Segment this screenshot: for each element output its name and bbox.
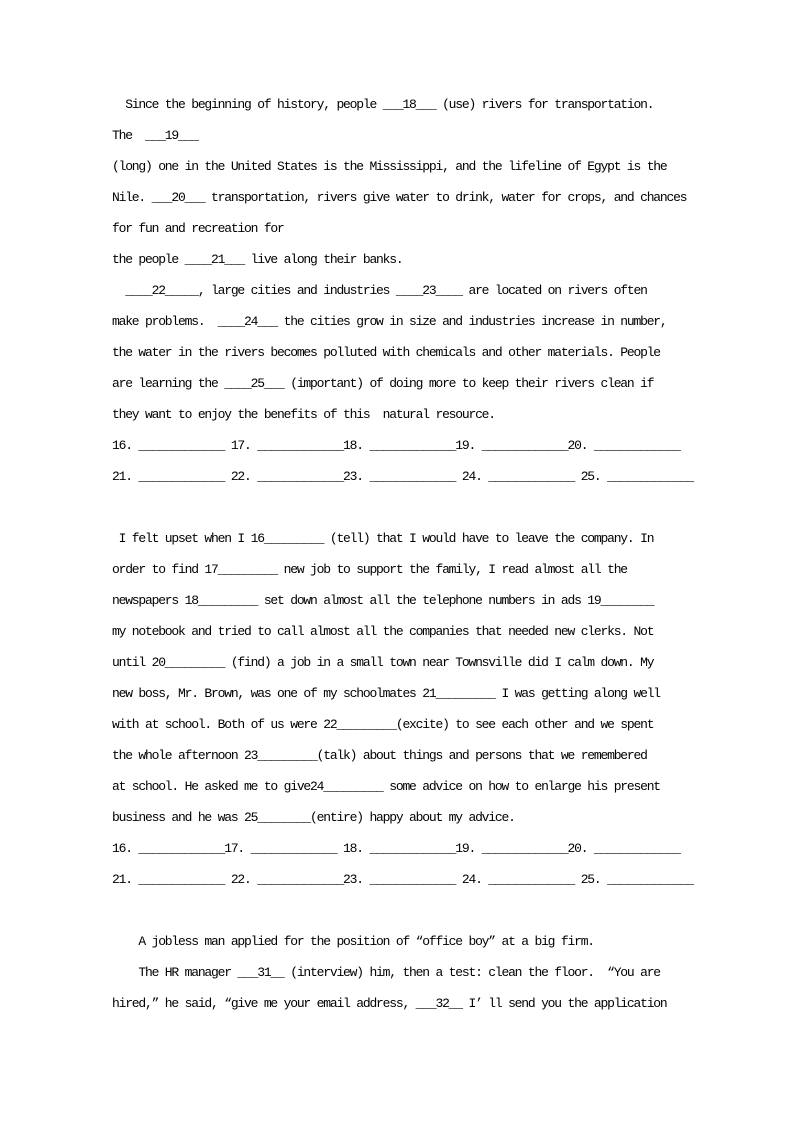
text-line: 21. _____________ 22. _____________23. _____________ 24. _____________ 25. _____________ [112, 872, 693, 887]
passage-rivers-with-answer-lines [112, 89, 712, 492]
document-body [112, 89, 712, 1019]
text-line: hired,” he said, “give me your email address, ___32__ I’ ll send you the application [112, 996, 667, 1011]
text-line: A jobless man applied for the position of “office boy” at a big firm. [112, 934, 594, 949]
text-line: newspapers 18_________ set down almost all the telephone numbers in ads 19________ [112, 593, 654, 608]
text-line: new boss, Mr. Brown, was one of my schoolmates 21_________ I was getting along well [112, 686, 660, 701]
text-line: 16. _____________17. _____________ 18. _____________19. _____________20. _____________ [112, 841, 680, 856]
text-line: the water in the rivers becomes polluted with chemicals and other materials. People [112, 345, 660, 360]
passage-office-boy [112, 926, 712, 1019]
text-line: I felt upset when I 16_________ (tell) that I would have to leave the company. In [112, 531, 654, 546]
text-line: my notebook and tried to call almost all the companies that needed new clerks. Not [112, 624, 654, 639]
text-line: 21. _____________ 22. _____________23. _____________ 24. _____________ 25. _____________ [112, 469, 693, 484]
text-line: they want to enjoy the benefits of this natural resource. [112, 407, 495, 422]
text-line: make problems. ____24___ the cities grow in size and industries increase in number, [112, 314, 667, 329]
text-line: Nile. ___20___ transportation, rivers give water to drink, water for crops, and chances [112, 190, 687, 205]
text-line: order to find 17_________ new job to support the family, I read almost all the [112, 562, 627, 577]
text-line: the whole afternoon 23_________(talk) about things and persons that we remembered [112, 748, 647, 763]
text-line: the people ____21___ live along their banks. [112, 252, 403, 267]
text-line: business and he was 25________(entire) happy about my advice. [112, 810, 515, 825]
text-line: until 20_________ (find) a job in a small town near Townsville did I calm down. My [112, 655, 654, 670]
text-line: with at school. Both of us were 22_________(excite) to see each other and we spent [112, 717, 654, 732]
text-line: 16. _____________ 17. _____________18. _____________19. _____________20. _____________ [112, 438, 680, 453]
passage-leaving-company-with-answer-lines [112, 523, 712, 895]
text-line: are learning the ____25___ (important) of doing more to keep their rivers clean if [112, 376, 654, 391]
text-line: The HR manager ___31__ (interview) him, then a test: clean the floor. “You are [112, 965, 660, 980]
text-line: The ___19___ [112, 128, 198, 143]
text-line: Since the beginning of history, people ___18___ (use) rivers for transportation. [112, 97, 654, 112]
text-line: for fun and recreation for [112, 221, 284, 236]
text-line: (long) one in the United States is the Mississippi, and the lifeline of Egypt is the [112, 159, 667, 174]
text-line: ____22_____, large cities and industries ____23____ are located on rivers often [112, 283, 647, 298]
text-line: at school. He asked me to give24_________ some advice on how to enlarge his present [112, 779, 660, 794]
